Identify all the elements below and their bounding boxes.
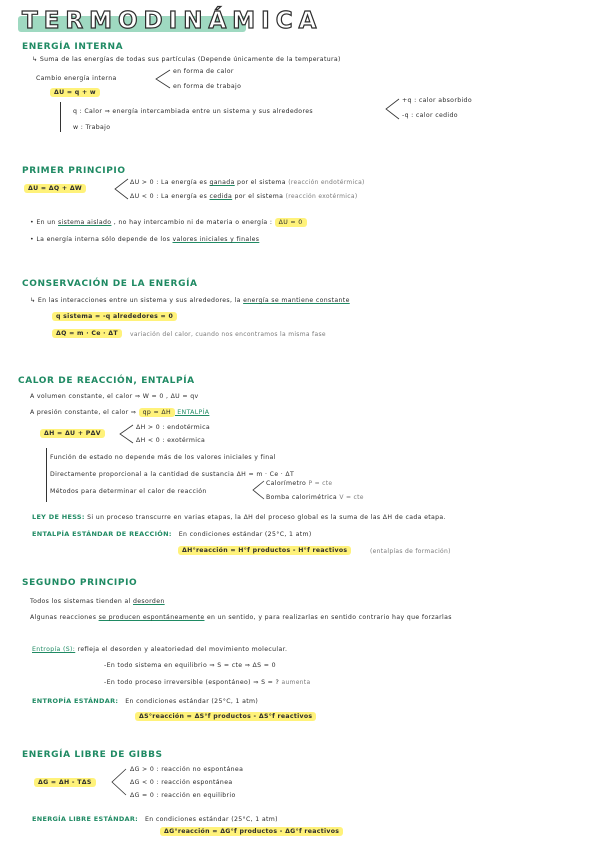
du-negative: ΔU < 0 : La energía es cedida por el sistema (reacción exotérmica) <box>130 193 358 200</box>
metodo-bomba: Bomba calorimétrica V = cte <box>266 494 364 501</box>
presion-constante: A presión constante, el calor ⇒ qp = ΔH ENTALPÍA <box>30 409 210 416</box>
change-opt-calor: en forma de calor <box>173 68 234 75</box>
brace-dh <box>117 423 135 445</box>
bullet-sistema-aislado: • En un sistema aislado , no hay intercambio ni de materia o energía : ΔU = 0 <box>30 219 307 226</box>
energia-interna-intro: ↳ Suma de las energías de todas sus partículas (Depende únicamente de la temperatura) <box>32 56 341 63</box>
gibbs-estandar: ENERGÍA LIBRE ESTÁNDAR: En condiciones estándar (25°C, 1 atm) <box>32 815 278 823</box>
heading-conservacion: CONSERVACIÓN DE LA ENERGÍA <box>22 279 198 289</box>
dh-estandar-note: (entalpías de formación) <box>370 548 451 555</box>
dh-negative: ΔH < 0 : exotérmica <box>136 437 206 444</box>
entropia-estandar: ENTROPÍA ESTÁNDAR: En condiciones estándar (25°C, 1 atm) <box>32 697 259 705</box>
du-positive: ΔU > 0 : La energía es ganada por el sistema (reacción endotérmica) <box>130 179 365 186</box>
bullet-energia-interna: • La energía interna sólo depende de los valores iniciales y finales <box>30 236 260 243</box>
heading-energia-interna: ENERGÍA INTERNA <box>22 42 124 52</box>
vline-entalpia <box>46 448 47 502</box>
volumen-constante: A volumen constante, el calor ⇒ W = 0 , ΔU = qv <box>30 393 199 400</box>
brace-gibbs <box>108 767 128 797</box>
q-positive: +q : calor absorbido <box>402 97 472 104</box>
entropia-def: Entropía (S): refleja el desorden y aleatoriedad del movimiento molecular. <box>32 646 288 653</box>
formula-primer-principio: ΔU = ΔQ + ΔW <box>24 185 86 192</box>
brace-metodos <box>250 479 266 501</box>
formula-dh-estandar: ΔH°reacción = H°f productos - H°f reactivos <box>178 547 351 554</box>
brace-primer <box>112 177 130 201</box>
gibbs-zero: ΔG = 0 : reacción en equilibrio <box>130 792 236 799</box>
metodo-calorimetro: Calorímetro P = cte <box>266 480 333 487</box>
brace-q <box>383 97 401 121</box>
desorden-line: Todos los sistemas tienden al desorden <box>30 598 165 605</box>
formula-du: ΔU = q + w <box>50 89 100 96</box>
formula-dg-estandar: ΔG°reacción = ΔG°f productos - ΔG°f reactivos <box>160 828 343 835</box>
gibbs-negative: ΔG < 0 : reacción espontánea <box>130 779 233 786</box>
brace-change <box>152 68 172 90</box>
entropia-equilibrio: -En todo sistema en equilibrio ⇒ S = cte ⇒ ΔS = 0 <box>104 662 276 669</box>
page-title: TERMODINÁMICA <box>22 8 323 34</box>
q-negative: -q : calor cedido <box>402 112 458 119</box>
vline-qw <box>60 102 61 132</box>
formula-dq: ΔQ = m · Ce · ΔT <box>52 330 122 337</box>
espontaneas-line: Algunas reacciones se producen espontáneamente en un sentido, y para realizarlas en sentido contrario hay que forzarlas <box>30 614 452 621</box>
ley-hess: LEY DE HESS: Si un proceso transcurre en varias etapas, la ΔH del proceso global es la suma de las ΔH de cada etapa. <box>32 513 446 521</box>
conservacion-intro: ↳ En las interacciones entre un sistema y sus alrededores, la energía se mantiene constante <box>30 297 350 304</box>
formula-q-sistema: q sistema = -q alrededores = 0 <box>52 313 177 320</box>
prop-metodos: Métodos para determinar el calor de reacción <box>50 488 207 495</box>
dh-positive: ΔH > 0 : endotérmica <box>136 424 211 431</box>
change-opt-trabajo: en forma de trabajo <box>173 83 242 90</box>
heading-gibbs: ENERGÍA LIBRE DE GIBBS <box>22 750 163 760</box>
formula-dh: ΔH = ΔU + PΔV <box>40 430 105 437</box>
formula-ds-estandar: ΔS°reacción = ΔS°f productos - ΔS°f reactivos <box>135 713 316 720</box>
heading-segundo-principio: SEGUNDO PRINCIPIO <box>22 578 138 588</box>
w-definition: w : Trabajo <box>73 124 111 131</box>
prop-proporcional: Directamente proporcional a la cantidad de sustancia ΔH = m · Ce · ΔT <box>50 471 295 478</box>
dq-note: variación del calor, cuando nos encontramos la misma fase <box>130 331 326 338</box>
prop-funcion-estado: Función de estado no depende más de los valores iniciales y final <box>50 454 276 461</box>
q-definition: q : Calor ⇒ energía intercambiada entre un sistema y sus alrededores <box>73 108 313 115</box>
entropia-irreversible: -En todo proceso irreversible (espontáneo) ⇒ S = ? aumenta <box>104 679 311 686</box>
heading-primer-principio: PRIMER PRINCIPIO <box>22 166 126 176</box>
entalpia-estandar: ENTALPÍA ESTÁNDAR DE REACCIÓN: En condiciones estándar (25°C, 1 atm) <box>32 530 312 538</box>
gibbs-positive: ΔG > 0 : reacción no espontánea <box>130 766 244 773</box>
heading-entalpia: CALOR DE REACCIÓN, ENTALPÍA <box>18 376 195 386</box>
formula-gibbs: ΔG = ΔH - TΔS <box>34 779 96 786</box>
change-label: Cambio energía interna <box>36 75 117 82</box>
